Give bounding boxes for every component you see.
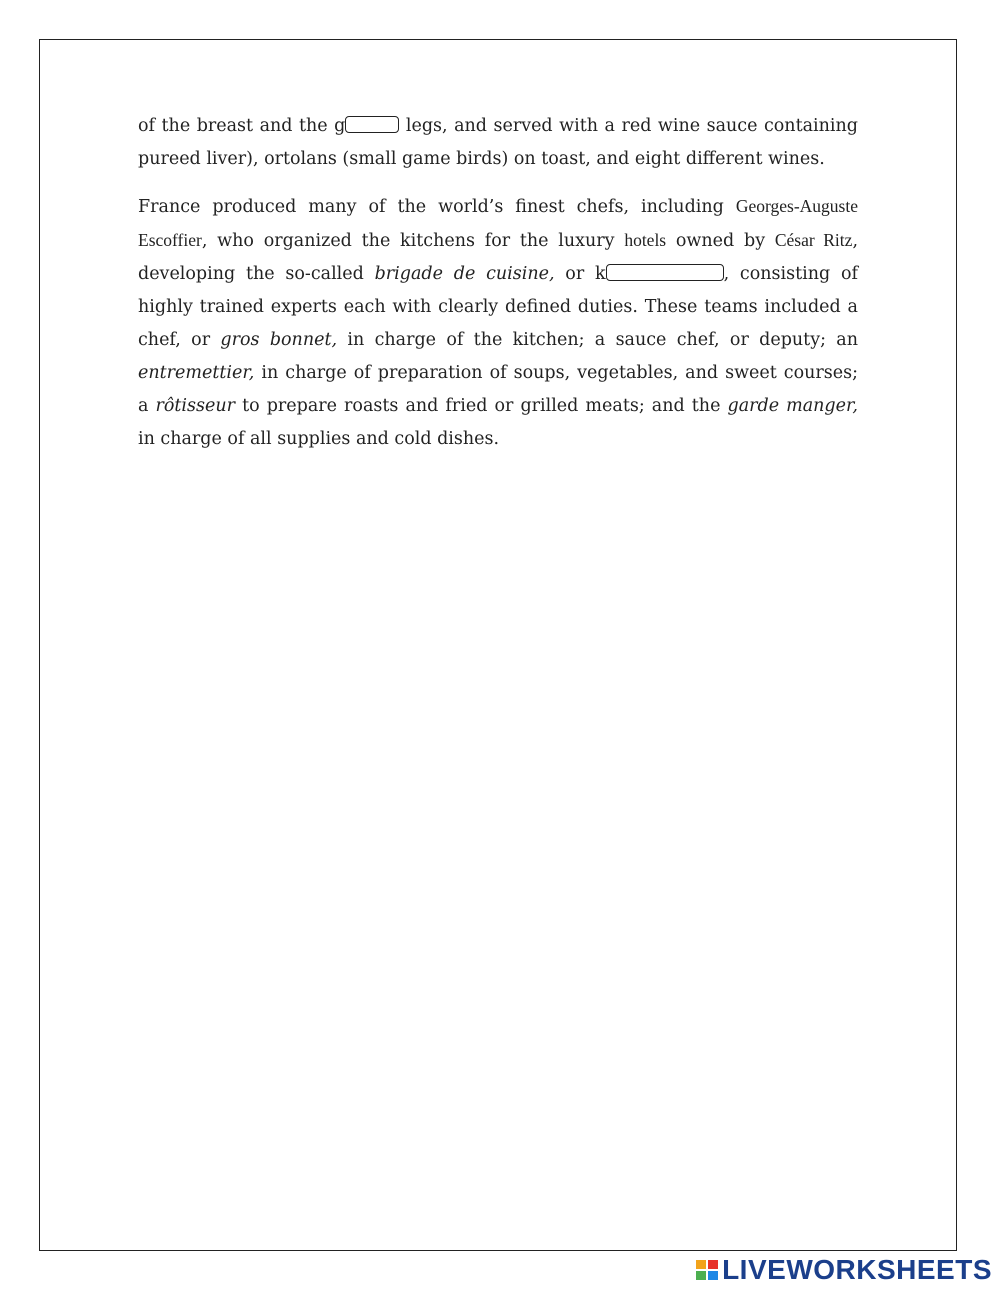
worksheet-text: [138, 110, 858, 470]
answer-blank-1[interactable]: [345, 116, 399, 133]
italic-term: rôtisseur: [155, 396, 235, 416]
text-run: in charge of all supplies and cold dishes.: [138, 429, 500, 449]
text-run: to prepare roasts and fried or grilled meats; and the: [235, 396, 728, 416]
paragraph-2: [138, 190, 858, 456]
brand-text: LIVEWORKSHEETS: [722, 1254, 992, 1285]
text-run: France produced many of the world’s finest chefs, including: [138, 197, 736, 217]
italic-term: entremettier,: [138, 363, 255, 383]
text-run: or k: [554, 264, 606, 284]
liveworksheets-brand: [696, 1253, 992, 1287]
paragraph-1: [138, 110, 858, 176]
italic-term: gros bonnet,: [220, 330, 338, 350]
logo-block-3: [696, 1271, 706, 1280]
name-ritz: César Ritz: [774, 230, 853, 250]
italic-term: garde manger,: [727, 396, 858, 416]
text-run: owned by: [666, 231, 775, 251]
logo-block-2: [708, 1260, 718, 1269]
italic-term: brigade de cuisine,: [374, 264, 555, 284]
logo-block-1: [696, 1260, 706, 1269]
name-escoffier: Georges-Auguste Escoffier: [138, 196, 858, 250]
text-run: in charge of preparation of soups, vegetables, and sweet courses; a: [138, 363, 858, 416]
logo-block-4: [708, 1271, 718, 1280]
text-run: , consisting of highly trained experts each with clearly defined duties. These teams included a chef, or: [138, 264, 858, 350]
text-run: , who organized the kitchens for the luxury: [201, 231, 625, 251]
word-hotels: hotels: [624, 230, 667, 250]
text-run: in charge of the kitchen; a sauce chef, or deputy; an: [337, 330, 859, 350]
text-run: legs, and served with a red wine sauce containing pureed liver), ortolans (small game birds) on toast, and eight different wines.: [138, 116, 858, 169]
answer-blank-2[interactable]: [606, 264, 724, 281]
liveworksheets-logo-icon: [696, 1260, 718, 1280]
text-run: , developing the so-called: [138, 231, 859, 284]
text-run: of the breast and the g: [138, 116, 346, 136]
